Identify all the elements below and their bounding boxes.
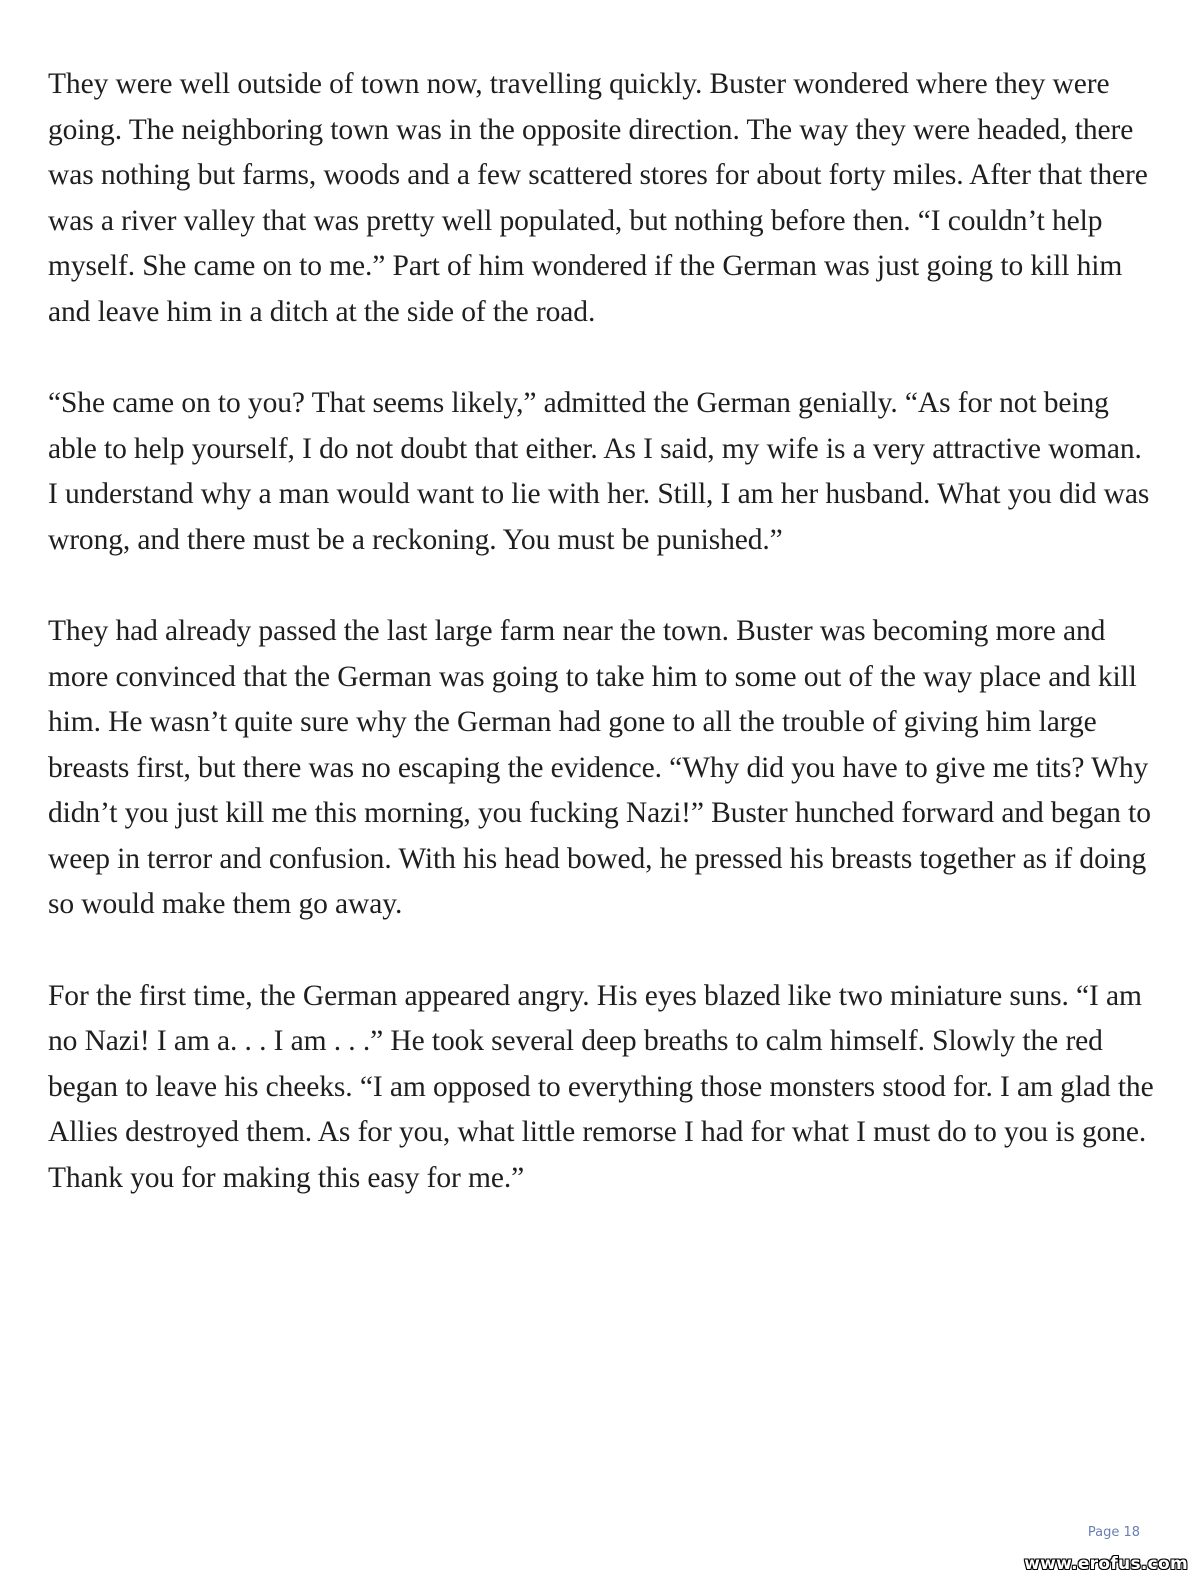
paragraph-2: “She came on to you? That seems likely,” admitted the German genially. “As for not being able to help yourself, I do not doubt that either. As I said, my wife is a very attractive woman. I understand why a man would want to lie with her. Still, I am her husband. What you did was wrong, and there must be a reckoning. You must be punished.”: [48, 387, 1150, 556]
page-number: Page 18: [1087, 1525, 1140, 1540]
page-body: [48, 62, 1158, 1247]
site-watermark: www.erofus.com: [1024, 1554, 1188, 1574]
paragraph-1: They were well outside of town now, travelling quickly. Buster wondered where they were going. The neighboring town was in the opposite direction. The way they were headed, there was nothing but farms, woods and a few scattered stores for about forty miles. After that there was a river valley that was pretty well populated, but nothing before then. “I couldn’t help myself. She came on to me.” Part of him wondered if the German was just going to kill him and leave him in a ditch at the side of the road.: [48, 68, 1148, 328]
paragraph-4: For the first time, the German appeared angry. His eyes blazed like two miniature suns. “I am no Nazi! I am a. . . I am . . .” He took several deep breaths to calm himself. Slowly the red began to leave his cheeks. “I am opposed to everything those monsters stood for. I am glad the Allies destroyed them. As for you, what little remorse I had for what I must do to you is gone. Thank you for making this easy for me.”: [48, 979, 1154, 1194]
paragraph-3: They had already passed the last large farm near the town. Buster was becoming more and more convinced that the German was going to take him to some out of the way place and kill him. He wasn’t quite sure why the German had gone to all the trouble of giving him large breasts first, but there was no escaping the evidence. “Why did you have to give me tits? Why didn’t you just kill me this morning, you fucking Nazi!” Buster hunched forward and began to weep in terror and confusion. With his head bowed, he pressed his breasts together as if doing so would make them go away.: [48, 615, 1151, 920]
